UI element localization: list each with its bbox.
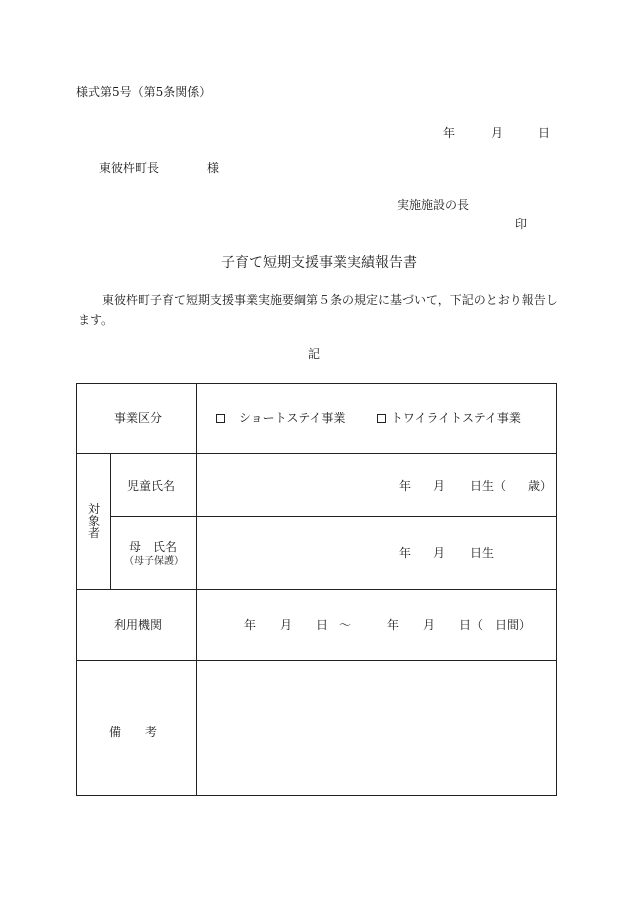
checkbox-twilight-stay[interactable] — [377, 414, 386, 423]
period-tilde: 〜 — [339, 618, 352, 632]
report-table — [76, 383, 557, 796]
usage-period-label: 利用機関 — [114, 618, 163, 632]
column-divider — [196, 384, 197, 796]
child-name-label: 児童氏名 — [127, 479, 176, 493]
child-age: 歳） — [528, 479, 553, 493]
period-end-day: 日（ — [459, 618, 484, 632]
row-divider — [77, 589, 557, 590]
checkbox-short-stay[interactable] — [216, 414, 225, 423]
seal-mark: 印 — [515, 217, 528, 231]
period-end-month: 月 — [423, 618, 436, 632]
mother-birth-month: 月 — [433, 546, 446, 560]
form-number: 様式第5号（第5条関係） — [76, 85, 212, 99]
remarks-label: 備 考 — [109, 725, 158, 739]
period-start-month: 月 — [280, 618, 293, 632]
body-paragraph: 東彼杵町子育て短期支援事業実施要綱第５条の規定に基づいて，下記のとおり報告します。 — [78, 293, 558, 327]
period-end-year: 年 — [387, 618, 400, 632]
period-start-year: 年 — [244, 618, 257, 632]
option-short-stay-label: ショートステイ事業 — [238, 411, 346, 425]
mother-sublabel: （母子保護） — [124, 556, 184, 567]
option-short-stay[interactable] — [216, 412, 345, 424]
addressee-honorific: 様 — [207, 161, 220, 175]
addressee-name: 東彼杵町長 — [99, 161, 160, 175]
sender-title: 実施施設の長 — [397, 198, 470, 212]
mother-birth-day: 日生 — [470, 546, 495, 560]
option-twilight-stay-label: トワイライトステイ事業 — [390, 411, 521, 425]
child-birth-year: 年 — [399, 479, 412, 493]
period-start-day: 日 — [316, 618, 329, 632]
document-title: 子育て短期支援事業実績報告書 — [221, 255, 417, 271]
mother-name-label: 母 氏名 — [129, 540, 178, 554]
row-divider — [77, 453, 557, 454]
ki-label: 記 — [308, 347, 321, 361]
date-month: 月 — [491, 126, 504, 140]
row-divider — [110, 516, 557, 517]
date-day: 日 — [538, 126, 551, 140]
child-birth-day: 日生（ — [470, 479, 507, 493]
row-divider — [77, 660, 557, 661]
date-year: 年 — [443, 126, 456, 140]
option-twilight-stay[interactable] — [377, 412, 521, 424]
mother-birth-year: 年 — [399, 546, 412, 560]
child-birth-month: 月 — [433, 479, 446, 493]
target-label: 対象者 — [88, 502, 101, 540]
remarks-field[interactable] — [202, 666, 552, 790]
business-type-label: 事業区分 — [114, 411, 163, 425]
period-days: 日間） — [495, 618, 532, 632]
column-divider — [110, 453, 111, 589]
